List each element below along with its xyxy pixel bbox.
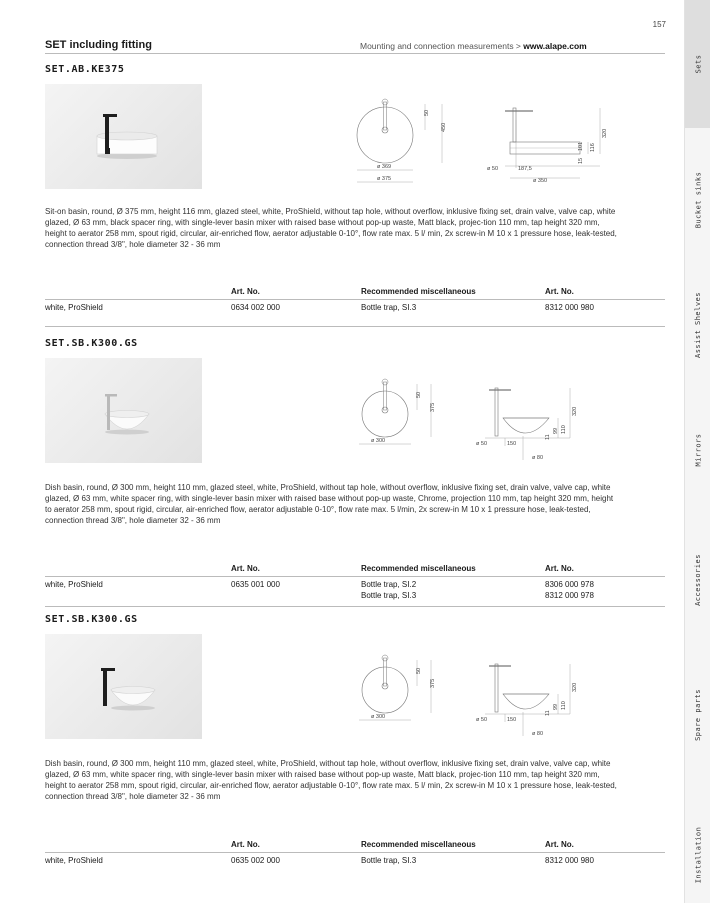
dimension-label: 50 — [416, 391, 422, 398]
dimension-label: 101 — [578, 141, 584, 151]
dimension-label: 320 — [572, 406, 578, 416]
dimension-label: 99 — [553, 427, 559, 434]
column-header: Art. No. — [545, 287, 574, 296]
table-cell: white, ProShield — [45, 303, 103, 312]
section-divider — [45, 326, 665, 327]
table-cell: 0635 001 000 — [231, 580, 280, 589]
table-cell: 8306 000 978 — [545, 580, 594, 589]
sidebar-item-spare-parts[interactable] — [685, 670, 710, 760]
product-description: Dish basin, round, Ø 300 mm, height 110 mm, glazed steel, white, ProShield, without tap hole, without overflow, inklusive fixing set, drain valve, valve cap, white glazed, Ø 63 mm, white spacer ring, with single-lever basin mixer with raised base without pop-up waste, Matt black, projec-tion 110 mm, tap height 320 mm, height to aerator 258 mm, spout rigid, circular, air-enriched flow, aerator adjustable 0-10°, flow rate max. 5 l/ min, 2x screw-in M 10 x 1 pressure hose, leak-tested, connection thread 3/8", hole diameter 32 - 36 mm — [45, 759, 617, 801]
table-cell: white, ProShield — [45, 856, 103, 865]
sidebar-item-mirrors[interactable] — [685, 415, 710, 485]
sidebar-item-label: Sets — [693, 54, 702, 74]
dimension-label: 50 — [416, 667, 422, 674]
table-cell: 8312 000 978 — [545, 591, 594, 600]
table-row — [45, 580, 665, 591]
dimension-label: 375 — [430, 678, 436, 688]
dimension-label: ø 80 — [532, 731, 544, 737]
table-cell: 0634 002 000 — [231, 303, 280, 312]
sidebar-item-accessories[interactable] — [685, 535, 710, 625]
section-title: SET.AB.KE375 — [45, 64, 125, 75]
table-cell: Bottle trap, SI.3 — [361, 303, 417, 312]
dimension-label: 15 — [578, 157, 584, 164]
sidebar-item-label: Installation — [694, 826, 703, 884]
table-row — [45, 856, 665, 867]
table-cell: 8312 000 980 — [545, 303, 594, 312]
dimension-label: ø 50 — [476, 717, 488, 723]
table-row — [45, 303, 665, 314]
column-header: Art. No. — [545, 840, 574, 849]
column-header: Art. No. — [545, 564, 574, 573]
dimension-label: ø 369 — [377, 164, 392, 170]
sidebar-item-label: Spare parts — [694, 689, 703, 741]
article-table — [45, 287, 665, 314]
table-cell: Bottle trap, SI.3 — [361, 591, 417, 600]
table-header — [45, 840, 665, 853]
dimension-label: 50 — [424, 109, 430, 116]
dimension-label: ø 50 — [487, 166, 499, 172]
website-link[interactable]: www.alape.com — [523, 41, 587, 51]
article-table — [45, 564, 665, 602]
sidebar-item-assist-shelves[interactable] — [685, 270, 710, 380]
table-cell: white, ProShield — [45, 580, 103, 589]
product-photo — [45, 634, 202, 739]
section-sidebar — [684, 0, 710, 903]
table-cell: 8312 000 980 — [545, 856, 594, 865]
header-info-text: Mounting and connection measurements > — [360, 41, 524, 51]
product-description: Dish basin, round, Ø 300 mm, height 110 mm, glazed steel, white, ProShield, without tap hole, without overflow, inklusive fixing set, drain valve, valve cap, white glazed, Ø 63 mm, white spacer ring, with single-lever basin mixer with raised base without pop-up waste, Chrome, projection 110 mm, tap height 320 mm, height to aerator 258 mm, spout rigid, circular, air-enriched flow, aerator adjustable 0-10°, flow rate max. 5 l/min, 2x screw-in M 10 x 1 pressure hose, leak-tested, connection thread 3/8", hole diameter 32 - 36 mm — [45, 483, 614, 525]
product-description: Sit-on basin, round, Ø 375 mm, height 116 mm, glazed steel, white, ProShield, without tap hole, without overflow, inklusive fixing set, drain valve, valve cap, white glazed, Ø 63 mm, black spacer ring, with single-lever basin mixer with raised base without pop-up waste, Matt black, projec-tion 110 mm, tap height 320 mm, height to aerator 258 mm, spout rigid, circular, air-enriched flow, aerator adjustable 0-10°, flow rate max. 5 l/ min, 2x screw-in M 10 x 1 pressure hose, leak-tested, connection thread 3/8", hole diameter 32 - 36 mm — [45, 207, 617, 249]
dimension-label: 187,5 — [518, 166, 532, 172]
dimension-label: ø 300 — [371, 438, 386, 444]
dimension-label: 450 — [441, 122, 447, 132]
sidebar-item-label: Accessories — [694, 554, 703, 606]
sidebar-item-installation[interactable] — [685, 815, 710, 895]
dimension-label: 99 — [553, 703, 559, 710]
technical-drawing — [355, 376, 615, 486]
dimension-label: 110 — [561, 425, 567, 434]
column-header: Recommended miscellaneous — [361, 840, 476, 849]
dimension-label: ø 375 — [377, 176, 392, 182]
sidebar-item-label: Bucket sinks — [694, 171, 703, 229]
dimension-label: ø 350 — [533, 178, 548, 184]
technical-drawing — [355, 90, 615, 200]
column-header: Recommended miscellaneous — [361, 287, 476, 296]
dimension-label: 150 — [507, 441, 517, 447]
product-photo — [45, 358, 202, 463]
sidebar-item-label: Assist Shelves — [694, 291, 703, 359]
section-divider — [45, 606, 665, 607]
sidebar-item-bucket-sinks[interactable] — [685, 145, 710, 255]
sidebar-item-label: Mirrors — [694, 433, 703, 467]
sidebar-item-sets[interactable] — [685, 0, 710, 128]
dimension-label: ø 50 — [476, 441, 488, 447]
table-cell: Bottle trap, SI.2 — [361, 580, 417, 589]
technical-drawing — [355, 652, 615, 762]
dimension-label: 375 — [430, 402, 436, 412]
dimension-label: 116 — [590, 143, 596, 152]
table-header — [45, 564, 665, 577]
section-title: SET.SB.K300.GS — [45, 614, 138, 625]
section-title: SET.SB.K300.GS — [45, 338, 138, 349]
dimension-label: ø 300 — [371, 714, 386, 720]
column-header: Recommended miscellaneous — [361, 564, 476, 573]
dimension-label: 110 — [561, 701, 567, 710]
page-title: SET including fitting — [45, 39, 152, 51]
header-divider — [45, 53, 665, 54]
table-header — [45, 287, 665, 300]
article-table — [45, 840, 665, 867]
dimension-label: 320 — [602, 128, 608, 138]
column-header: Art. No. — [231, 840, 260, 849]
dimension-label: 320 — [572, 682, 578, 692]
table-cell: Bottle trap, SI.3 — [361, 856, 417, 865]
dimension-label: 11 — [545, 434, 551, 440]
column-header: Art. No. — [231, 564, 260, 573]
dimension-label: 11 — [545, 710, 551, 716]
product-photo — [45, 84, 202, 189]
column-header: Art. No. — [231, 287, 260, 296]
table-row — [45, 591, 665, 602]
page-number: 157 — [652, 20, 666, 29]
table-cell: 0635 002 000 — [231, 856, 280, 865]
header-info — [360, 41, 587, 51]
dimension-label: 150 — [507, 717, 517, 723]
dimension-label: ø 80 — [532, 455, 544, 461]
